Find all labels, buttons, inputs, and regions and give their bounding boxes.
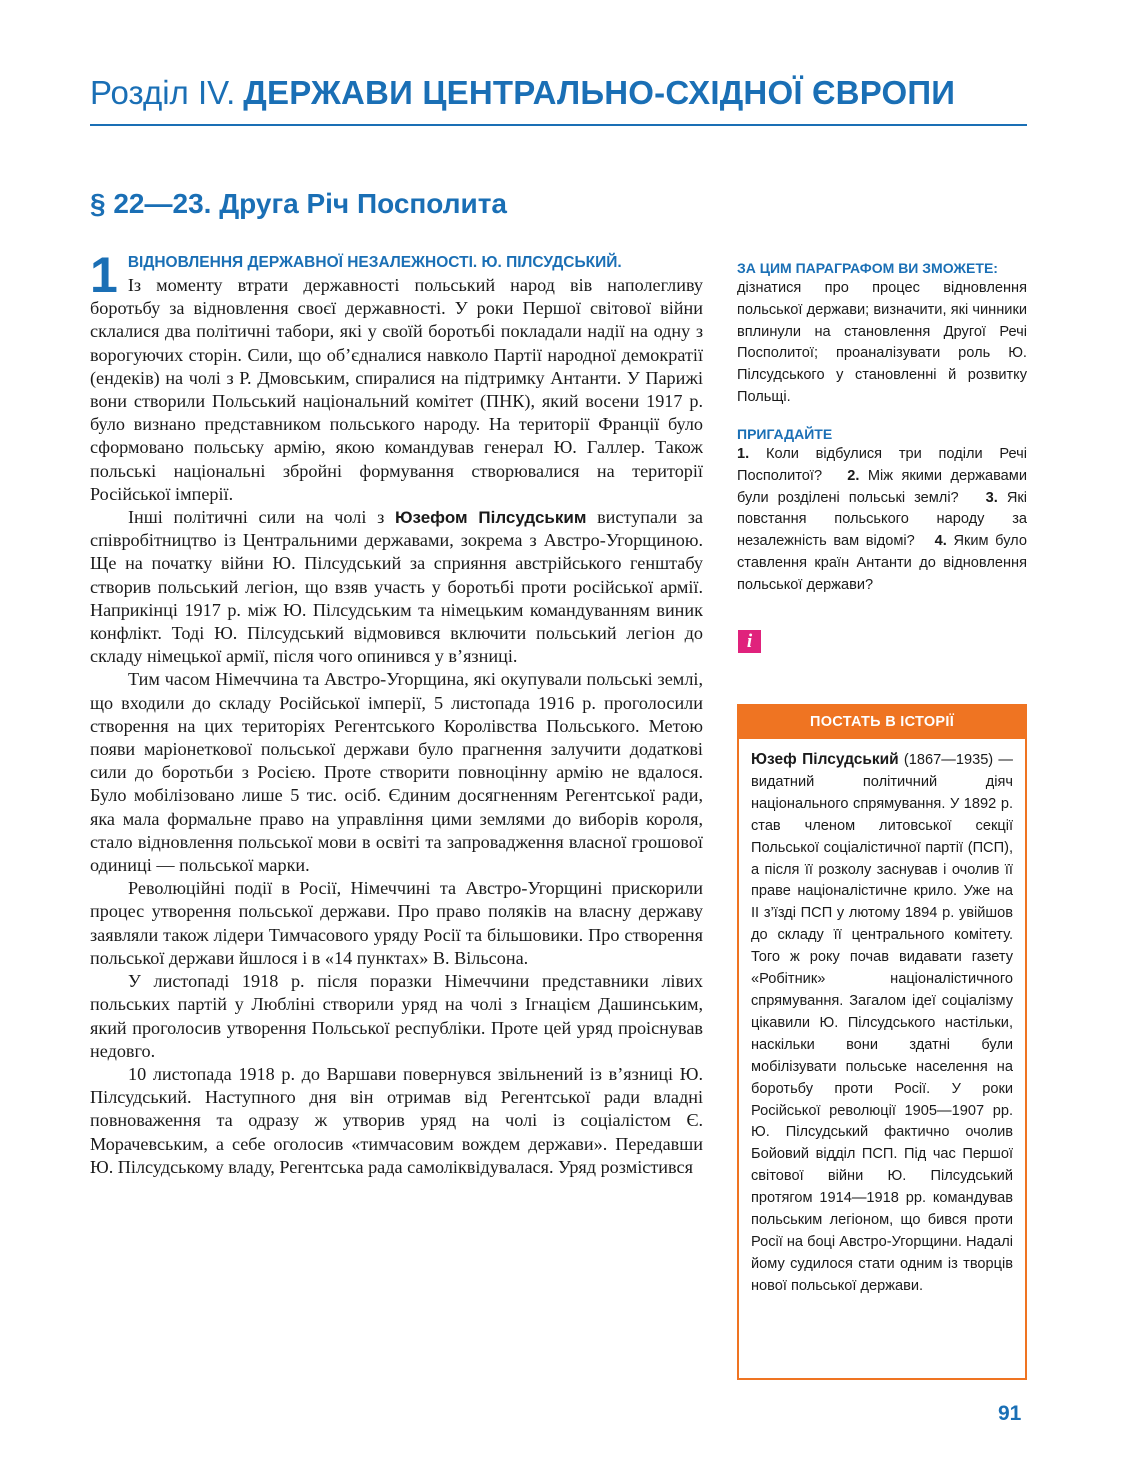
figure-name: Юзеф Пілсудський bbox=[751, 751, 899, 768]
chapter-title bbox=[90, 74, 1027, 112]
question-text: Яким було ставлення країн Антанти до відновлення польської держави? bbox=[737, 533, 1027, 593]
paragraph-title: § 22—23. Друга Річ Посполита bbox=[90, 188, 507, 219]
chapter-name: ДЕРЖАВИ ЦЕНТРАЛЬНО-СХІДНОЇ ЄВРОПИ bbox=[243, 74, 956, 111]
recall-questions bbox=[737, 444, 1027, 597]
chapter-divider bbox=[90, 124, 1027, 126]
paragraph-text: виступали за співробітництво із Центральними державами, зокрема з Австро-Угорщиною. Ще на початку війни Ю. Пілсудський за сприяння австрійського генштабу створив польський легіон, що взяв участь у боротьбі проти російської армії. Наприкінці 1917 р. між Ю. Пілсудським та німецьким командуванням виник конфлікт. Тоді Ю. Пілсудський відмовився включити польський легіон до складу німецької армії, після чого опинився у в’язниці. bbox=[90, 507, 703, 667]
section-1-paragraph-5: У листопаді 1918 р. після поразки Німеччини представники лівих польських партій у Любліні створили уряд на чолі з Ігнацієм Дашинським, який проголосив утворення Польської республіки. Проте цей уряд проіснував недовго. bbox=[90, 971, 703, 1061]
info-icon[interactable]: i bbox=[738, 630, 761, 653]
question-text: Коли відбулися три поділи Речі Посполитої? bbox=[737, 446, 1027, 484]
goals-heading: ЗА ЦИМ ПАРАГРАФОМ ВИ ЗМОЖЕТЕ: bbox=[737, 260, 998, 276]
section-1-paragraph-2 bbox=[90, 506, 703, 668]
page-number: 91 bbox=[998, 1402, 1022, 1425]
section-number: 1 bbox=[90, 247, 118, 303]
historical-figure-box bbox=[737, 704, 1027, 1380]
question-number: 4. bbox=[934, 533, 947, 550]
chapter-label: Розділ IV. bbox=[90, 74, 236, 111]
box-heading: ПОСТАТЬ В ІСТОРІЇ bbox=[739, 706, 1025, 739]
section-1-paragraph-4: Революційні події в Росії, Німеччині та Австро-Угорщині прискорили процес утворення польської держави. Про право поляків на власну державу заявляли також лідери Тимчасового уряду Росії та більшовики. Про створення польської держави йшлося і в «14 пунктах» В. Вільсона. bbox=[90, 878, 703, 968]
question-number: 2. bbox=[847, 467, 860, 484]
paragraph-text: Із моменту втрати державності польський народ вів наполегливу боротьбу за відновлення своєї державності. У роки Першої світової війни склалися два політичні табори, які у своїй боротьбі покладали надії на одну з ворогуючих сторін. Сили, що об’єдналися навколо Партії народної демократії (ендеків) на чолі з Р. Дмовським, спиралися на підтримку Антанти. У Парижі вони створили Польський національний комітет (ПНК), який восени 1917 р. було визнано представником польського народу. На території Франції було сформовано польську армію, якою командував генерал Ю. Галлер. Також польські національні збройні формування створювалися на території Російської імперії. bbox=[90, 275, 703, 504]
question-text: Які повстання польського народу за незалежність вам відомі? bbox=[737, 489, 1028, 550]
question-text: Між якими державами були розділені польські землі? bbox=[737, 467, 1027, 506]
main-text bbox=[90, 247, 703, 1179]
box-text bbox=[739, 739, 1025, 1298]
recall-block bbox=[737, 424, 1027, 597]
bold-name: Юзефом Пілсудським bbox=[394, 508, 587, 528]
recall-heading: ПРИГАДАЙТЕ bbox=[737, 426, 833, 442]
section-1-paragraph-6: 10 листопада 1918 р. до Варшави повернувся звільнений із в’язниці Ю. Пілсудський. Наступного дня він отримав від Регентської ради владні повноваження та одразу ж утворив уряд на чолі із соціалістом Є. Морачевським, а себе оголосив «тимчасовим вождем держави». Передавши Ю. Пілсудському владу, Регентська рада самоліквідувалася. Уряд розмістився bbox=[90, 1063, 703, 1177]
section-1-paragraph-3: Тим часом Німеччина та Австро-Угорщина, які окупували польські землі, що входили до складу Російської імперії, 5 листопада 1916 р. проголосили створення на цих територіях Регентського Королівства Польського. Метою появи маріонеткової польської держави було прагнення залучити додаткові сили до боротьби з Росією. Проте створити повноцінну армію не вдалося. Було мобілізовано лише 5 тис. осіб. Єдиним досягненням Регентської ради, яка мала формальне право на управління цими землями до виборів короля, стало відновлення польської мови в освіті та запровадження власної грошової одиниці — польської марки. bbox=[90, 669, 703, 876]
section-heading: ВІДНОВЛЕННЯ ДЕРЖАВНОЇ НЕЗАЛЕЖНОСТІ. Ю. ПІЛСУДСЬКИЙ. bbox=[127, 254, 622, 271]
goals-block bbox=[737, 258, 1027, 409]
question-number: 1. bbox=[737, 446, 750, 462]
goals-text: дізнатися про процес відновлення польської держави; визначити, які чинники вплинули на становлення Другої Речі Посполитої; проаналізувати роль Ю. Пілсудського у становленні й розвитку Польщі. bbox=[737, 280, 1027, 405]
figure-bio: (1867—1935) — видатний політичний діяч національного спрямування. У 1892 р. став членом литовської секції Польської соціалістичної партії (ПСП), а після її розколу заснував і очолив її праве націоналістичне крило. Уже на II з’їзді ПСП у лютому 1894 р. увійшов до складу її центрального комітету. Того ж року почав видавати газету «Робітник» націоналістичного спрямування. Загалом ідеї соціалізму цікавили Ю. Пілсудського настільки, наскільки вони здатні були мобілізувати польське населення на боротьбу проти Росії. У роки Російської революції 1905—1907 рр. Ю. Пілсудський фактично очолив Бойовий відділ ПСП. Під час Першої світової війни Ю. Пілсудський протягом 1914—1918 рр. командував польським легіоном, що бився проти Росії на боці Австро-Угорщини. Надалі йому судилося стати одним із творців нової польської держави. bbox=[751, 752, 1013, 1294]
paragraph-text: Інші політичні сили на чолі з bbox=[128, 507, 385, 528]
question-number: 3. bbox=[985, 489, 998, 506]
section-1-paragraph-1 bbox=[90, 247, 703, 506]
